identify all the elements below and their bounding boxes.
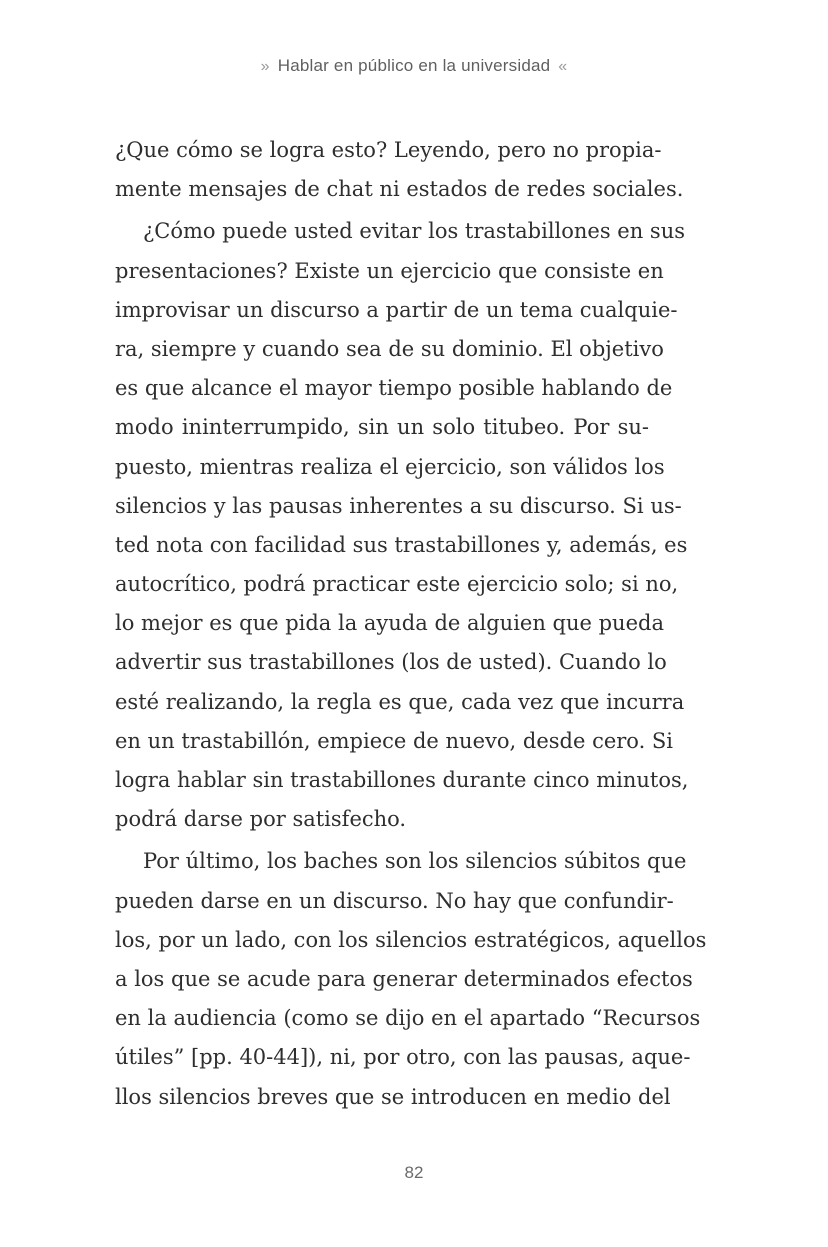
header-title: Hablar en público en la universidad [277, 56, 551, 75]
body-text [115, 131, 707, 1117]
page-number: 82 [404, 1163, 424, 1182]
text-line: es que alcance el mayor tiempo posible hablando de [115, 376, 673, 401]
text-line: en la audiencia (como se dijo en el apartado “Recursos [115, 1006, 701, 1031]
text-line: ted nota con facilidad sus trastabillones y, además, es [115, 532, 688, 557]
text-line: Por último, los baches son los silencios súbitos que [143, 849, 687, 874]
text-line: útiles” [pp. 40-44]), ni, por otro, con las pausas, aque- [115, 1045, 691, 1070]
text-line: puesto, mientras realiza el ejercicio, son válidos los [115, 454, 665, 479]
text-line: ra, siempre y cuando sea de su dominio. El objetivo [115, 336, 664, 361]
text-line: lo mejor es que pida la ayuda de alguien que pueda [115, 611, 664, 636]
text-line: los, por un lado, con los silencios estratégicos, aquellos [115, 927, 707, 952]
text-line: improvisar un discurso a partir de un tema cualquie- [115, 297, 678, 322]
text-line: ¿Que cómo se logra esto? Leyendo, pero no propia- [115, 138, 662, 162]
text-line: podrá darse por satisfecho. [115, 807, 407, 832]
text-line: advertir sus trastabillones (los de usted). Cuando lo [115, 650, 667, 675]
text-line: autocrítico, podrá practicar este ejercicio solo; si no, [115, 572, 679, 597]
paragraph [115, 131, 684, 209]
text-line: silencios y las pausas inherentes a su discurso. Si us- [115, 493, 682, 518]
text-line: logra hablar sin trastabillones durante cinco minutos, [115, 768, 689, 792]
paragraph [115, 842, 707, 1116]
text-line: pueden darse en un discurso. No hay que confundir- [115, 888, 674, 913]
running-header [0, 56, 828, 76]
text-line: en un trastabillón, empiece de nuevo, desde cero. Si [115, 728, 674, 753]
text-line: mente mensajes de chat ni estados de redes sociales. [115, 177, 684, 202]
text-line: ¿Cómo puede usted evitar los trastabillones en sus [143, 219, 686, 244]
text-line: llos silencios breves que se introducen en medio del [115, 1084, 671, 1109]
header-close-mark: « [558, 58, 568, 75]
text-line: presentaciones? Existe un ejercicio que consiste en [115, 258, 664, 283]
text-line: a los que se acude para generar determinados efectos [115, 966, 693, 991]
paragraph [115, 212, 689, 839]
text-line: esté realizando, la regla es que, cada vez que incurra [115, 689, 685, 714]
header-open-mark: » [260, 58, 270, 75]
text-line: modo ininterrumpido, sin un solo titubeo. Por su- [115, 415, 649, 440]
